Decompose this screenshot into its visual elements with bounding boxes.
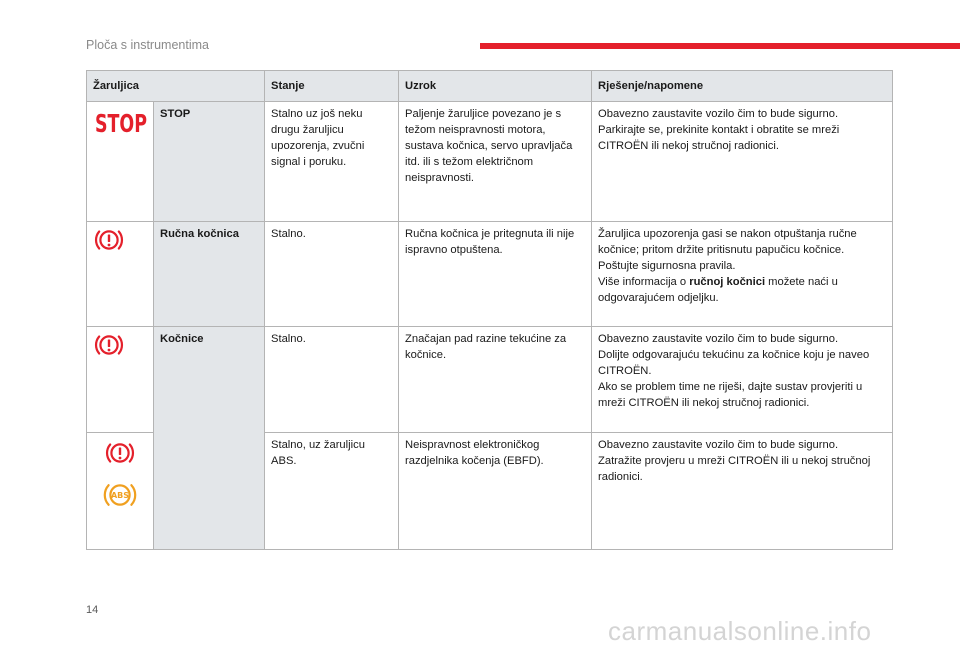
note-line: Poštujte sigurnosna pravila. <box>598 259 736 272</box>
note-line: Ako se problem time ne riješi, dajte sustav provjeriti u mreži CITROËN ili nekoj stručnoj radionici. <box>598 380 863 409</box>
light-notes <box>592 222 893 327</box>
table-row <box>87 222 893 327</box>
light-name: STOP <box>154 102 265 222</box>
light-state: Stalno uz još neku drugu žaruljicu upozorenja, zvučni signal i poruku. <box>265 102 399 222</box>
light-notes <box>592 433 893 550</box>
icon-cell <box>87 327 154 433</box>
icon-cell <box>87 433 154 550</box>
icon-cell <box>87 222 154 327</box>
column-header-notes: Rješenje/napomene <box>592 71 893 102</box>
column-header-state: Stanje <box>265 71 399 102</box>
stop-icon <box>93 107 149 138</box>
brake-warning-icon <box>93 227 125 253</box>
light-cause: Značajan pad razine tekućine za kočnice. <box>399 327 592 433</box>
note-line: Žaruljica upozorenja gasi se nakon otpuštanja ručne kočnice; pritom držite pritisnutu papučicu kočnice. <box>598 228 857 256</box>
light-notes: Obavezno zaustavite vozilo čim to bude sigurno. Parkirajte se, prekinite kontakt i obratite se mreži CITROËN ili nekoj stručnoj radionici. <box>592 102 893 222</box>
light-cause: Paljenje žaruljice povezano je s težom neispravnosti motora, sustava kočnica, servo upravljača itd. ili s težom električnom neispravnosti. <box>399 102 592 222</box>
note-line: Dolijte odgovarajuću tekućinu za kočnice koju je naveo CITROËN. <box>598 348 870 377</box>
abs-icon-text: ABS <box>110 491 130 500</box>
light-state: Stalno. <box>265 222 399 327</box>
light-cause: Ručna kočnica je pritegnuta ili nije ispravno otpuštena. <box>399 222 592 327</box>
light-notes <box>592 327 893 433</box>
warning-lights-table <box>86 70 893 550</box>
icon-cell <box>87 102 154 222</box>
table-header-row <box>87 71 893 102</box>
stop-icon-text: STOP <box>95 109 147 138</box>
light-state: Stalno, uz žaruljicu ABS. <box>265 433 399 550</box>
light-state: Stalno. <box>265 327 399 433</box>
note-line: Obavezno zaustavite vozilo čim to bude sigurno. <box>598 333 839 345</box>
section-reference: ručnoj kočnici <box>689 275 766 288</box>
note-line: Obavezno zaustavite vozilo čim to bude sigurno. <box>598 439 839 451</box>
column-header-cause: Uzrok <box>399 71 592 102</box>
header-accent-bar <box>480 43 960 49</box>
page-header-title: Ploča s instrumentima <box>86 38 209 52</box>
note-line: Zatražite provjeru u mreži CITROËN ili u nekoj stručnoj radionici. <box>598 454 871 483</box>
watermark: carmanualsonline.info <box>608 616 872 646</box>
table-row <box>87 102 893 222</box>
brake-warning-icon <box>104 440 136 466</box>
page-number: 14 <box>86 604 99 616</box>
column-header-light: Žaruljica <box>87 71 265 102</box>
brake-warning-icon <box>93 332 125 358</box>
note-line: Više informacija o ručnoj kočnici možete naći u odgovarajućem odjeljku. <box>598 275 838 304</box>
table-row <box>87 327 893 433</box>
abs-icon <box>100 480 140 510</box>
light-name: Ručna kočnica <box>154 222 265 327</box>
light-cause: Neispravnost elektroničkog razdjelnika kočenja (EBFD). <box>399 433 592 550</box>
light-name: Kočnice <box>154 327 265 550</box>
